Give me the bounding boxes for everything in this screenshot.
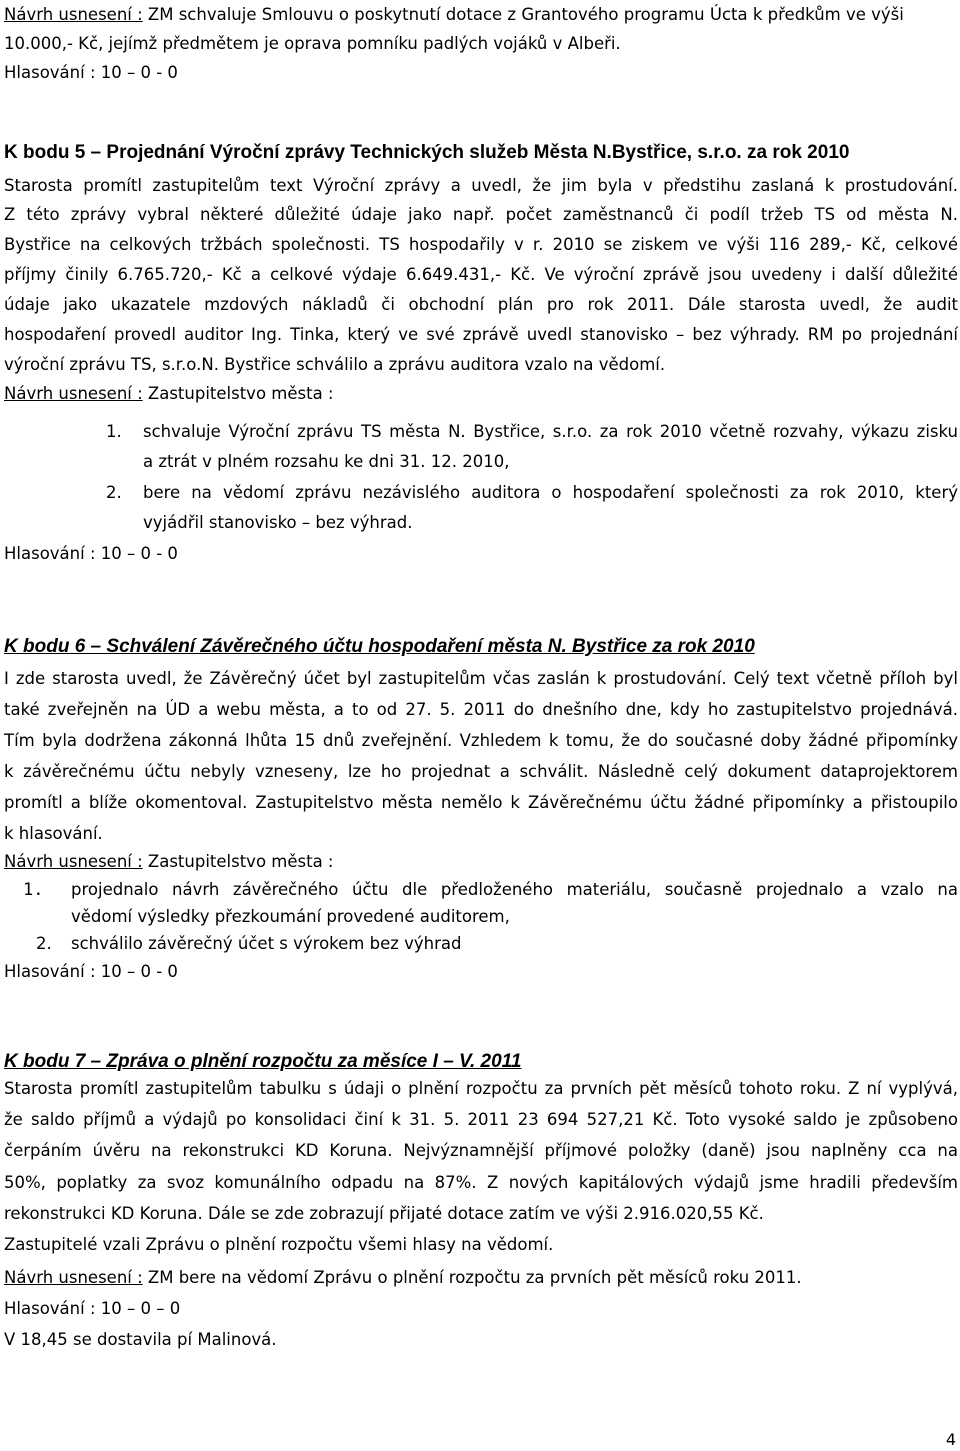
- paragraph-line: 50%, poplatky za svoz komunálního odpadu na 87%. Z nových kapitálových výdajů jsme hradili především: [4, 1173, 958, 1192]
- list-item-number: 1.: [106, 422, 122, 441]
- list-item: schválilo závěrečný účet s výrokem bez výhrad: [71, 934, 462, 953]
- list-item-number: 2.: [36, 934, 52, 953]
- section-heading: K bodu 5 – Projednání Výroční zprávy Technických služeb Města N.Bystřice, s.r.o. za rok 2010: [4, 142, 850, 163]
- paragraph-line: čerpáním úvěru na rekonstrukci KD Koruna. Nejvýznamnější příjmové položky (daně) jsou naplněny cca na: [4, 1141, 958, 1160]
- paragraph-line: promítl a blíže okomentoval. Zastupitelstvo města nemělo k Závěrečnému účtu žádné připomínky a přistoupilo: [4, 793, 958, 812]
- list-item-continuation: vyjádřil stanovisko – bez výhrad.: [143, 513, 413, 532]
- vote-result: Hlasování : 10 – 0 - 0: [4, 544, 178, 563]
- section-heading: K bodu 6 – Schválení Závěrečného účtu hospodaření města N. Bystřice za rok 2010: [4, 636, 755, 657]
- page-number: 4: [945, 1430, 956, 1449]
- paragraph-line: Z této zprávy vybral některé důležité údaje jako např. počet zaměstnanců či podíl tržeb TS od města N.: [4, 205, 958, 224]
- paragraph-line: Tím byla dodržena zákonná lhůta 15 dnů zveřejnění. Vzhledem k tomu, že do současné doby žádné připomínky: [4, 731, 958, 750]
- list-item: projednalo návrh závěrečného účtu dle předloženého materiálu, současně projednalo a vzalo na: [71, 880, 958, 899]
- paragraph-line: k závěrečnému účtu nebyly vzneseny, lze ho projednat a schválit. Následně celý dokument dataprojektorem: [4, 762, 958, 781]
- motion-label: Návrh usnesení :: [4, 1268, 143, 1287]
- paragraph-line: hospodaření provedl auditor Ing. Tinka, který ve své zprávě uvedl stanovisko – bez výhrady. RM po projednání: [4, 325, 958, 344]
- paragraph-line: Bystřice na celkových tržbách společnosti. TS hospodařily v r. 2010 se ziskem ve výši 116 289,- Kč, celkové: [4, 235, 958, 254]
- vote-result: Hlasování : 10 – 0 - 0: [4, 63, 178, 82]
- motion-label: Návrh usnesení :: [4, 5, 143, 24]
- paragraph-line: rekonstrukci KD Koruna. Dále se zde zobrazují přijaté dotace zatím ve výši 2.916.020,55 Kč.: [4, 1204, 764, 1223]
- list-item-continuation: a ztrát v plném rozsahu ke dni 31. 12. 2010,: [143, 452, 510, 471]
- paragraph-line: že saldo příjmů a výdajů po konsolidaci činí k 31. 5. 2011 23 694 527,21 Kč. Toto vysoké saldo je způsobeno: [4, 1110, 958, 1129]
- motion-text: Zastupitelstvo města :: [142, 384, 334, 403]
- motion-text-line: 10.000,- Kč, jejímž předmětem je oprava pomníku padlých vojáků v Albeři.: [4, 34, 621, 53]
- list-item-number: 1.: [23, 880, 44, 900]
- list-item-continuation: vědomí výsledky přezkoumání provedené auditorem,: [71, 907, 510, 926]
- vote-result: Hlasování : 10 – 0 - 0: [4, 962, 178, 981]
- paragraph-line: I zde starosta uvedl, že Závěrečný účet byl zastupitelům včas zaslán k prostudování. Celý text včetně příloh byl: [4, 669, 958, 688]
- motion-text: ZM bere na vědomí Zprávu o plnění rozpočtu za prvních pět měsíců roku 2011.: [142, 1268, 802, 1287]
- list-item-number: 2.: [106, 483, 122, 502]
- motion-paragraph: [4, 851, 334, 873]
- motion-paragraph: [4, 1267, 802, 1289]
- paragraph-line: Starosta promítl zastupitelům text Výroční zprávy a uvedl, že jim byla v předstihu zaslaná k prostudování.: [4, 176, 958, 195]
- closing-note: V 18,45 se dostavila pí Malinová.: [4, 1330, 277, 1349]
- paragraph-line: výroční zprávu TS, s.r.o.N. Bystřice schválilo a zprávu auditora vzalo na vědomí.: [4, 355, 666, 374]
- motion-label: Návrh usnesení :: [4, 384, 143, 403]
- motion-label: Návrh usnesení :: [4, 852, 143, 871]
- paragraph-line: také zveřejněn na ÚD a webu města, a to od 27. 5. 2011 do dnešního dne, kdy ho zastupitelstvo projednává.: [4, 700, 958, 719]
- vote-result: Hlasování : 10 – 0 – 0: [4, 1299, 181, 1318]
- list-item: schvaluje Výroční zprávu TS města N. Bystřice, s.r.o. za rok 2010 včetně rozvahy, výkazu zisku: [143, 422, 958, 441]
- paragraph-line: údaje jako ukazatele mzdových nákladů či obchodní plán pro rok 2011. Dále starosta uvedl, že audit: [4, 295, 958, 314]
- paragraph-line: příjmy činily 6.765.720,- Kč a celkové výdaje 6.649.431,- Kč. Ve výroční zprávě jsou uvedeny i další důležité: [4, 265, 958, 284]
- list-item: bere na vědomí zprávu nezávislého auditora o hospodaření společnosti za rok 2010, který: [143, 483, 958, 502]
- motion-paragraph: [4, 4, 904, 26]
- paragraph-line: Starosta promítl zastupitelům tabulku s údaji o plnění rozpočtu za prvních pět měsíců tohoto roku. Z ní vyplývá,: [4, 1079, 958, 1098]
- paragraph-line: k hlasování.: [4, 824, 103, 843]
- motion-text: Zastupitelstvo města :: [142, 852, 334, 871]
- motion-text: ZM schvaluje Smlouvu o poskytnutí dotace z Grantového programu Úcta k předkům ve výši: [142, 5, 904, 24]
- section-heading: K bodu 7 – Zpráva o plnění rozpočtu za měsíce I – V. 2011: [4, 1051, 522, 1072]
- motion-paragraph: [4, 383, 334, 405]
- paragraph-line: Zastupitelé vzali Zprávu o plnění rozpočtu všemi hlasy na vědomí.: [4, 1235, 554, 1254]
